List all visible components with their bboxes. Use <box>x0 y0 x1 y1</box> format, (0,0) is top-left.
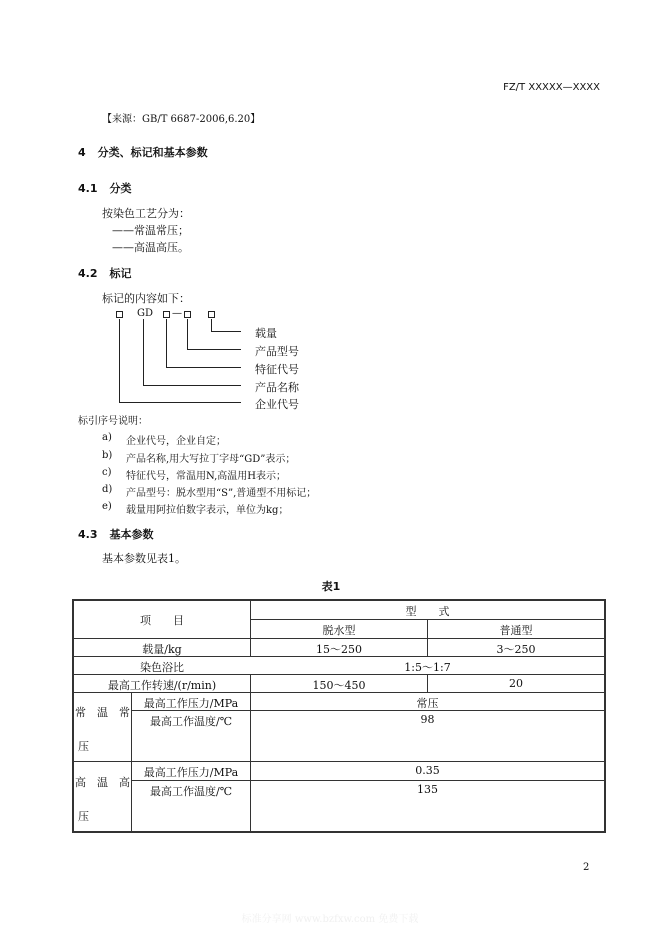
section-4-2-heading <box>78 265 132 281</box>
table-header-normal: 普通型 <box>499 624 533 637</box>
page-number: 2 <box>583 862 590 873</box>
standard-code: FZ/T XXXXX—XXXX <box>503 82 600 93</box>
table-group-name: 压 <box>78 810 89 823</box>
table-cell: 98 <box>420 713 435 726</box>
marking-box-enterprise <box>116 311 123 318</box>
table-row-label: 最高工作转速/(r/min) <box>107 679 217 692</box>
source-note: 【来源：GB/T 6687-2006,6.20】 <box>102 114 261 125</box>
explain-key: b) <box>102 450 113 461</box>
watermark: 标准分享网 www.bzfxw.com 免费下载 <box>241 914 419 925</box>
table-row-label: 载量/kg <box>142 643 182 656</box>
table-caption: 表1 <box>321 580 341 593</box>
explain-title: 标引序号说明： <box>78 416 148 427</box>
section-title: 基本参数 <box>109 528 154 541</box>
explain-text: 产品名称,用大写拉丁字母“GD”表示； <box>126 454 296 465</box>
marking-label-enterprise: 企业代号 <box>255 398 299 411</box>
section-title: 分类、标记和基本参数 <box>97 146 208 159</box>
params-intro: 基本参数见表1。 <box>102 552 186 565</box>
section-title: 标记 <box>109 267 132 280</box>
table-header-type: 型 式 <box>405 605 450 618</box>
marking-box-load <box>208 311 215 318</box>
explain-text: 企业代号，企业自定； <box>126 436 226 447</box>
table-cell: 0.35 <box>415 764 440 777</box>
explain-text: 特征代号，常温用N,高温用H表示； <box>126 471 287 482</box>
explain-key: d) <box>102 484 113 495</box>
table-header-dewater: 脱水型 <box>322 624 356 637</box>
table-header-item: 项 目 <box>140 614 184 627</box>
table-row-label: 最高工作压力/MPa <box>143 766 239 779</box>
marking-label-feature: 特征代号 <box>255 363 299 376</box>
table-cell: 150～450 <box>312 679 366 692</box>
marking-box-model <box>184 311 191 318</box>
section-number: 4 <box>78 146 86 159</box>
table-group-name: 压 <box>78 740 89 753</box>
section-number: 4.2 <box>78 267 98 280</box>
section-title: 分类 <box>109 182 132 195</box>
marking-label-name: 产品名称 <box>255 381 299 394</box>
table-row-label: 染色浴比 <box>140 661 184 674</box>
table-cell: 3～250 <box>496 643 536 656</box>
section-4-3-heading <box>78 526 154 542</box>
explain-text: 载量用阿拉伯数字表示，单位为kg； <box>126 505 289 516</box>
table-cell: 20 <box>509 677 523 690</box>
explain-key: e) <box>102 501 112 512</box>
table-row-label: 最高工作温度/℃ <box>149 785 232 798</box>
classification-intro: 按染色工艺分为： <box>102 207 190 220</box>
section-number: 4.3 <box>78 528 98 541</box>
explain-key: a) <box>102 432 112 443</box>
marking-box-feature <box>163 311 170 318</box>
table-row-label: 最高工作温度/℃ <box>149 715 232 728</box>
marking-intro: 标记的内容如下： <box>102 292 190 305</box>
marking-label-model: 产品型号 <box>255 345 299 358</box>
marking-label-load: 载量 <box>255 327 277 340</box>
explain-key: c) <box>102 467 112 478</box>
table-cell: 常压 <box>416 697 439 710</box>
section-number: 4.1 <box>78 182 98 195</box>
table-row-label: 最高工作压力/MPa <box>143 697 239 710</box>
marking-dash: — <box>172 308 182 319</box>
table-group-name: 常 温 常 <box>75 706 130 719</box>
table-cell: 135 <box>417 783 438 796</box>
table-cell: 15～250 <box>316 643 362 656</box>
classification-item: ——高温高压。 <box>112 241 189 254</box>
table-group-name: 高 温 高 <box>75 776 130 789</box>
marking-code-gd: GD <box>137 308 154 319</box>
section-4-1-heading <box>78 180 132 196</box>
explain-text: 产品型号：脱水型用“S”,普通型不用标记； <box>126 488 317 499</box>
section-4-heading <box>78 144 208 160</box>
classification-item: ——常温常压； <box>112 224 189 237</box>
table-cell: 1:5～1:7 <box>404 661 451 674</box>
